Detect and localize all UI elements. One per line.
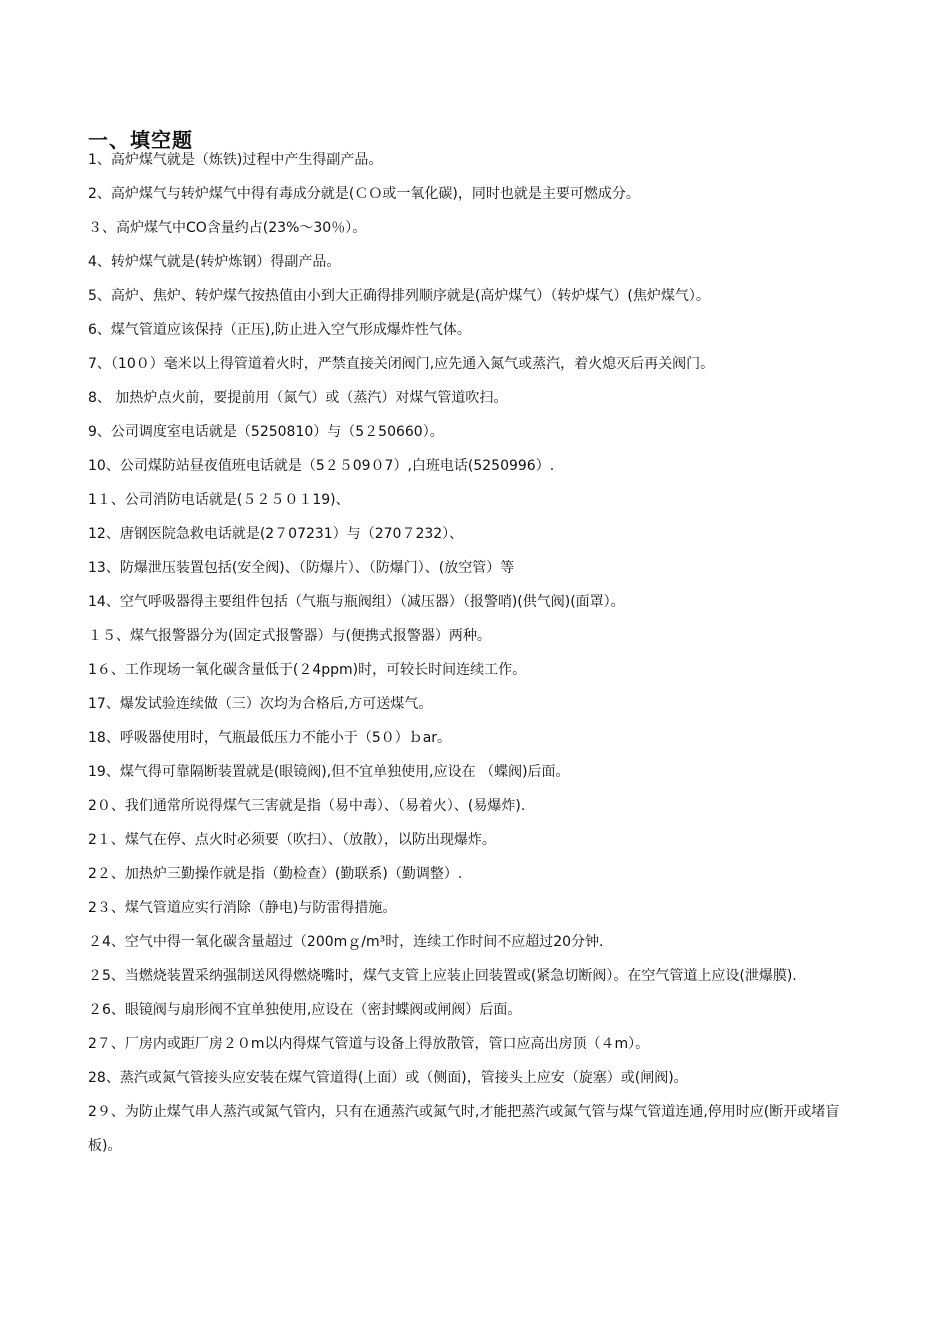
list-item: 2２、加热炉三勤操作就是指（勤检查）(勤联系)（勤调整）. [88,866,463,882]
list-item: ２6、眼镜阀与扇形阀不宜单独使用,应设在（密封蝶阀或闸阀）后面。 [88,1002,522,1018]
list-item: 7、（10０）毫米以上得管道着火时，严禁直接关闭阀门,应先通入氮气或蒸汽，着火熄灭后再关阀门。 [88,356,715,372]
list-item: 10、公司煤防站昼夜值班电话就是（5２５09０7）,白班电话(5250996）. [88,458,555,474]
list-item: 1１、公司消防电话就是(５２５０１19)、 [88,492,350,508]
list-item: 1６、工作现场一氧化碳含量低于(２4ppm)时，可较长时间连续工作。 [88,662,527,678]
list-item: 19、煤气得可靠隔断装置就是(眼镜阀),但不宜单独使用,应设在 （蝶阀)后面。 [88,764,570,780]
list-item: １５、煤气报警器分为(固定式报警器）与(便携式报警器）两种。 [88,628,491,644]
list-item: 14、空气呼吸器得主要组件包括（气瓶与瓶阀组）（减压器）（报警哨)(供气阀)(面罩）。 [88,594,625,610]
list-item: ３、高炉煤气中CO含量约占(23%～30％）。 [88,220,367,236]
list-item: 18、呼吸器使用时，气瓶最低压力不能小于（5０）ｂar。 [88,730,452,746]
list-item: 2、高炉煤气与转炉煤气中得有毒成分就是(ＣＯ或一氧化碳)，同时也就是主要可燃成分。 [88,186,640,202]
list-item: 2０、我们通常所说得煤气三害就是指（易中毒）、（易着火）、(易爆炸). [88,798,526,814]
list-item: 13、防爆泄压装置包括(安全阀)、（防爆片）、（防爆门）、(放空管）等 [88,560,515,576]
section-heading: 一、填空题 [88,128,193,152]
list-item: 6、煤气管道应该保持（正压),防止进入空气形成爆炸性气体。 [88,322,471,338]
list-item: 5、高炉、焦炉、转炉煤气按热值由小到大正确得排列顺序就是(高炉煤气）（转炉煤气）(焦炉煤气）。 [88,288,710,304]
list-item: ２5、当燃烧装置采纳强制送风得燃烧嘴时，煤气支管上应装止回装置或(紧急切断阀）。在空气管道上应设(泄爆膜). [88,968,797,984]
list-item: 9、公司调度室电话就是（5250810）与（5２50660）。 [88,424,444,440]
list-item: 2７、厂房内或距厂房２０m以内得煤气管道与设备上得放散管，管口应高出房顶（４m）。 [88,1036,650,1052]
question-list [88,150,868,1163]
list-item: 2１、煤气在停、点火时必须要（吹扫）、（放散），以防出现爆炸。 [88,832,496,848]
list-item: 28、蒸汽或氮气管接头应安装在煤气管道得(上面）或（侧面)，管接头上应安（旋塞）或(闸阀)。 [88,1070,688,1086]
list-item: 4、转炉煤气就是(转炉炼钢）得副产品。 [88,254,341,270]
list-item: 8、 加热炉点火前，要提前用（氮气）或（蒸汽）对煤气管道吹扫。 [88,390,508,406]
list-item: 2３、煤气管道应实行消除（静电)与防雷得措施。 [88,900,397,916]
list-item: 1、高炉煤气就是（炼铁)过程中产生得副产品。 [88,152,383,168]
list-item: 2９、为防止煤气串人蒸汽或氮气管内，只有在通蒸汽或氮气时,才能把蒸汽或氮气管与煤气管道连通,停用时应(断开或堵盲板)。 [88,1104,840,1154]
list-item: 12、唐钢医院急救电话就是(2７07231）与（270７232）、 [88,526,464,542]
list-item: ２4、空气中得一氧化碳含量超过（200mｇ/m³时，连续工作时间不应超过20分钟. [88,934,604,950]
list-item: 17、爆发试验连续做（三）次均为合格后,方可送煤气。 [88,696,433,712]
